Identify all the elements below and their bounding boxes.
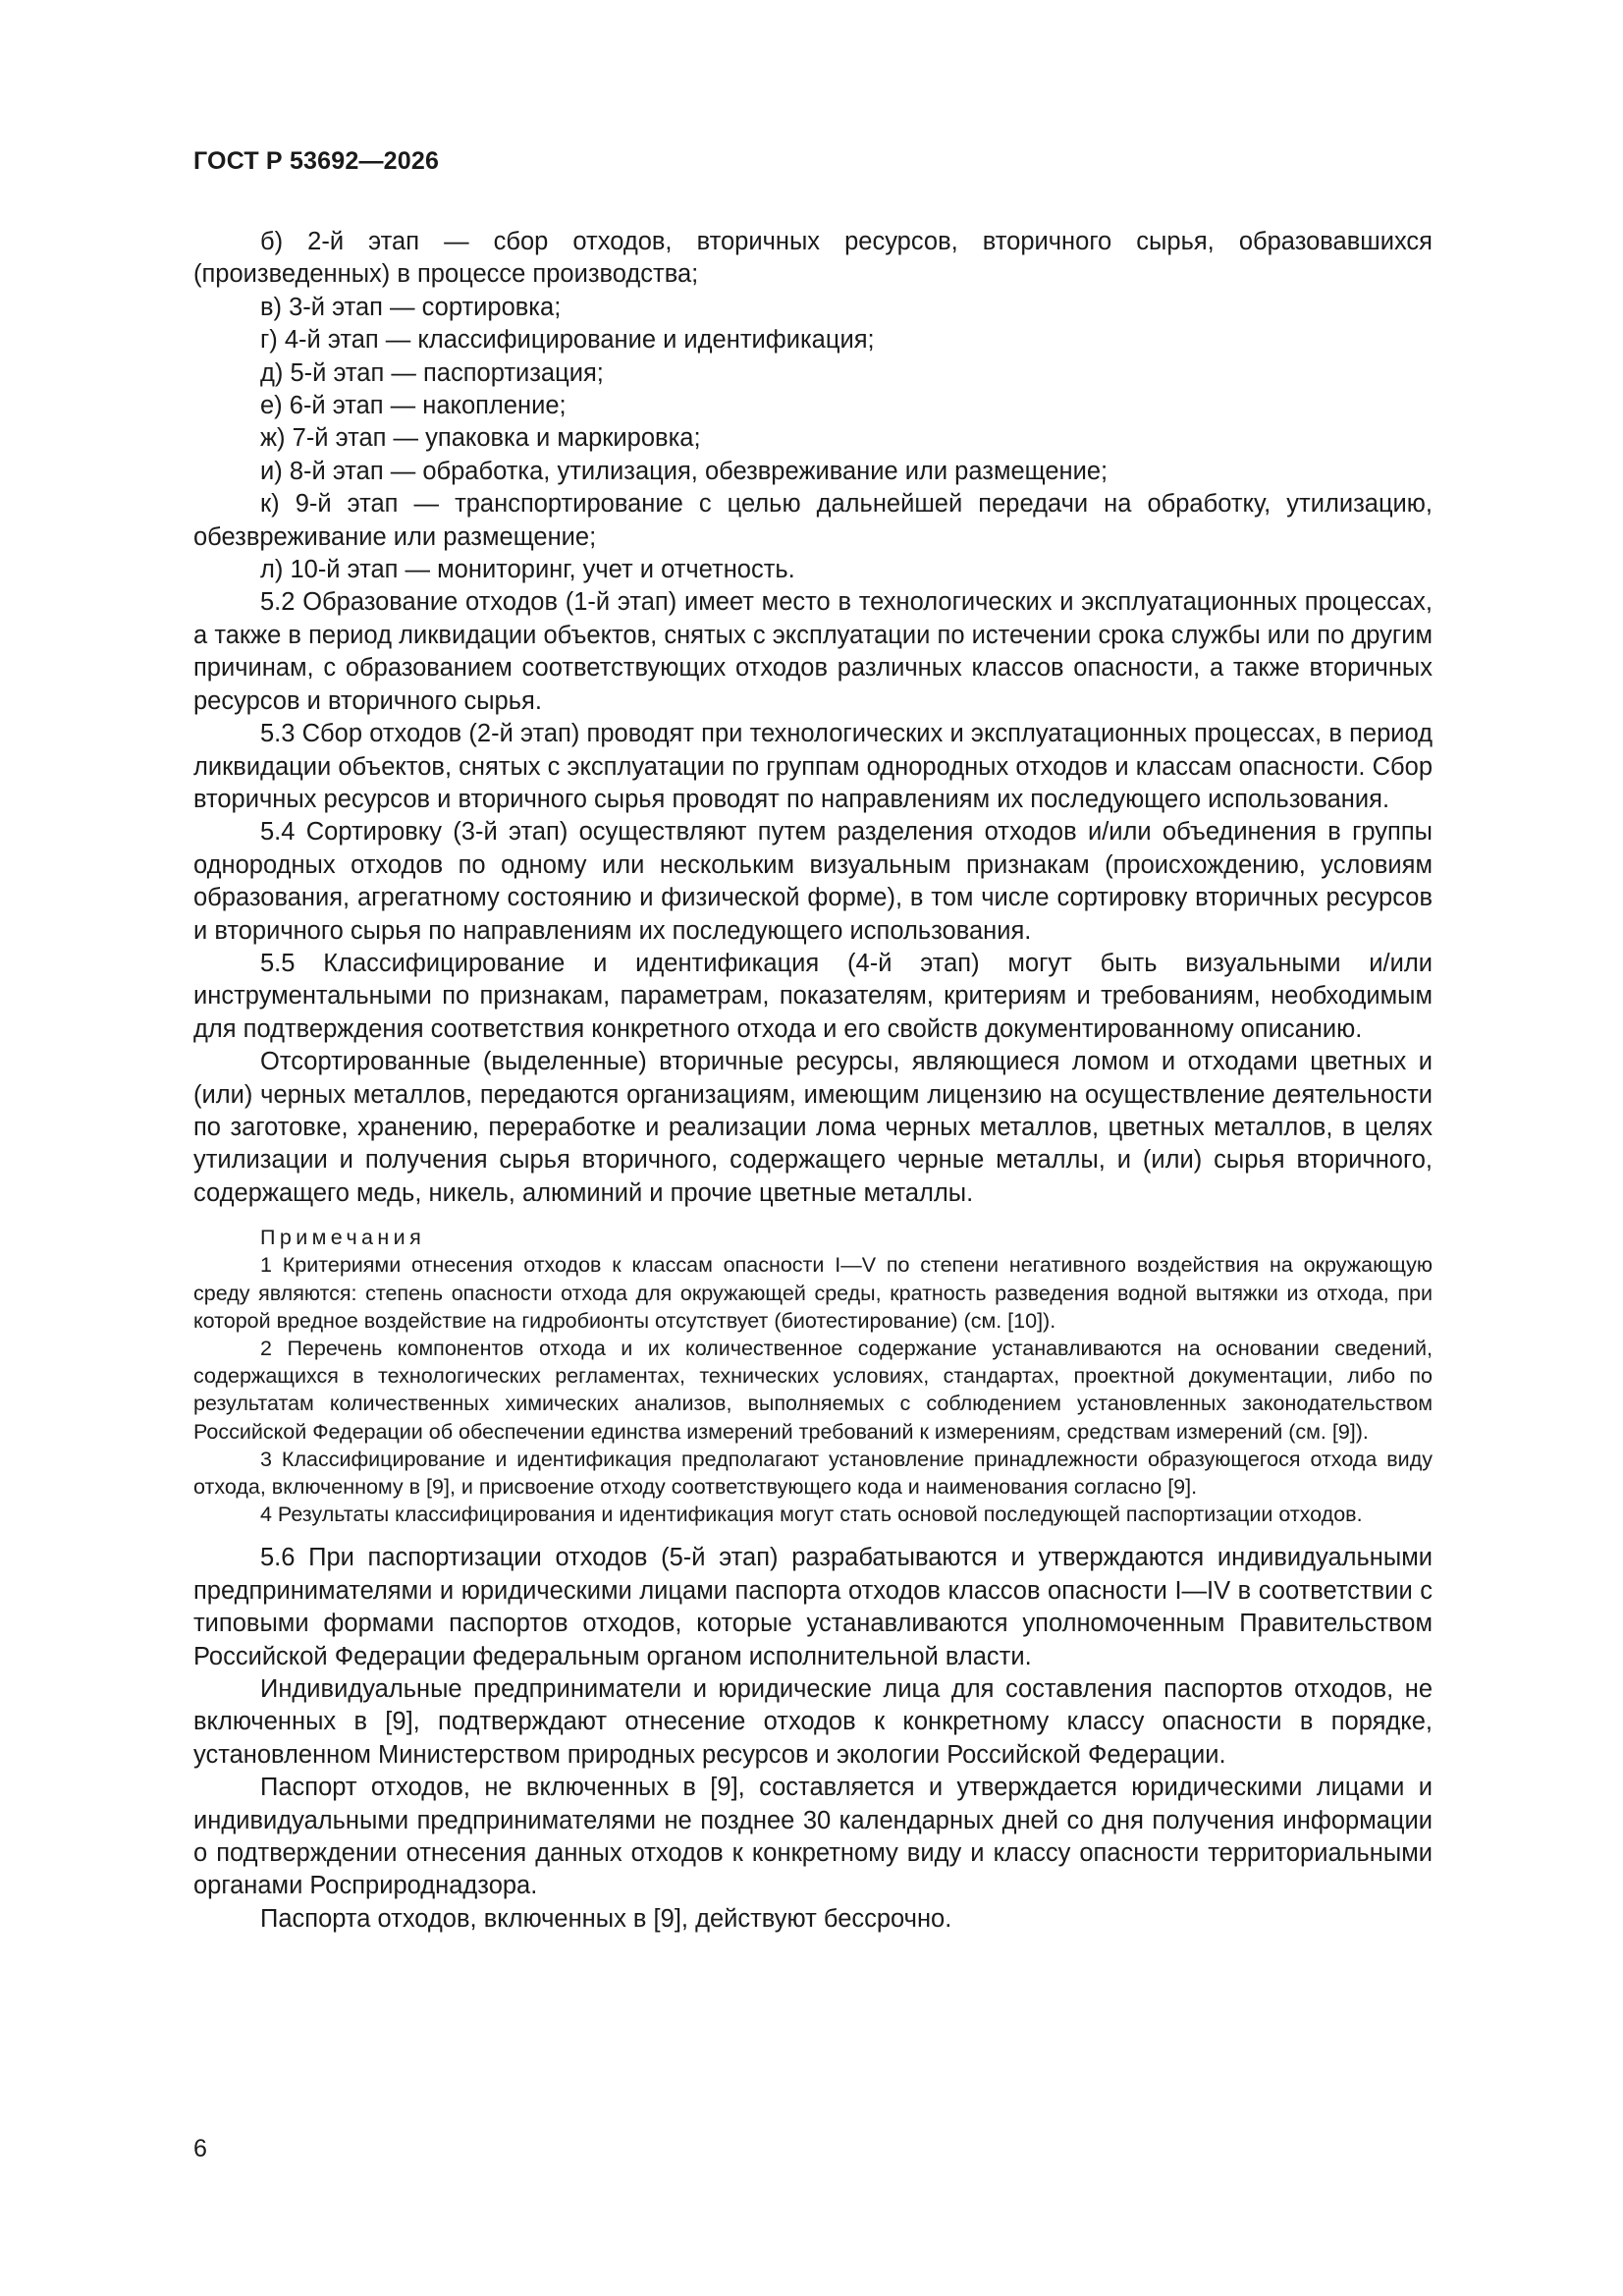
list-item-stage-3: в) 3-й этап — сортировка; [260,293,562,321]
list-item-stage-4: г) 4-й этап — классифицирование и идентификация; [260,326,875,355]
notes-block [193,1224,1433,1528]
paragraph-5-2: 5.2 Образование отходов (1-й этап) имеет место в технологических и эксплуатационных процессах, а также в период ликвидации объектов, снятых с эксплуатации по истечении срока службы или по другим причинам, с образованием соответствующих отходов различных классов опасности, а также вторичных ресурсов и вторичного сырья. [193,588,1433,715]
note-item-1: 1 Критериями отнесения отходов к классам опасности I—V по степени негативного воздействия на окружающую среду являются: степень опасности отхода для окружающей среды, кратность разведения водной вытяжки из отхода, при которой вредное воздействие на гидробионты отсутствует (биотестирование) (см. [10]). [193,1253,1433,1333]
paragraph-5-4: 5.4 Сортировку (3-й этап) осуществляют путем разделения отходов и/или объединения в группы однородных отходов по одному или нескольким визуальным признакам (происхождению, условиям образования, агрегатному состоянию и физической форме), в том числе сортировку вторичных ресурсов и вторичного сырья по направлениям их последующего использования. [193,818,1433,945]
note-item-2: 2 Перечень компонентов отхода и их количественное содержание устанавливаются на основании сведений, содержащихся в технологических регламентах, технических условиях, стандартах, проектной документации, либо по результатам количественных химических анализов, выполняемых с соблюдением установленных законодательством Российской Федерации об обеспечении единства измерений требований к измерениям, средствам измерений (см. [9]). [193,1337,1433,1444]
paragraph-5-3: 5.3 Сбор отходов (2-й этап) проводят при технологических и эксплуатационных процессах, в период ликвидации объектов, снятых с эксплуатации по группам однородных отходов и классам опасности. Сбор вторичных ресурсов и вторичного сырья проводят по направлениям их последующего использования. [193,720,1433,813]
paragraph-5-6: 5.6 При паспортизации отходов (5-й этап) разрабатываются и утверждаются индивидуальными предпринимателями и юридическими лицами паспорта отходов классов опасности I—IV в соответствии с типовыми формами паспортов отходов, которые устанавливаются уполномоченным Правительством Российской Федерации федеральным органом исполнительной власти. [193,1544,1433,1670]
list-item-stage-9: к) 9-й этап — транспортирование с целью дальнейшей передачи на обработку, утилизацию, обезвреживание или размещение; [193,490,1433,551]
note-item-4: 4 Результаты классифицирования и идентификация могут стать основой последующей паспортизации отходов. [260,1503,1363,1527]
list-item-stage-6: е) 6-й этап — накопление; [260,392,567,420]
paragraph-5-5: 5.5 Классифицирование и идентификация (4-й этап) могут быть визуальными и/или инструментальными по признакам, параметрам, показателям, критериям и требованиям, необходимым для подтверждения соответствия конкретного отхода и его свойств документированному описанию. [193,949,1433,1043]
list-item-stage-8: и) 8-й этап — обработка, утилизация, обезвреживание или размещение; [260,457,1109,485]
note-item-3: 3 Классифицирование и идентификация предполагают установление принадлежности образующегося отхода виду отхода, включенному в [9], и присвоение отходу соответствующего кода и наименования согласно [9]. [193,1447,1433,1500]
list-item-stage-10: л) 10-й этап — мониторинг, учет и отчетность. [260,556,795,584]
paragraph-5-6-passport: Паспорт отходов, не включенных в [9], составляется и утверждается юридическими лицами и индивидуальными предпринимателями не позднее 30 календарных дней со дня получения информации о подтверждении отнесения данных отходов к конкретному виду и классу опасности территориальными органами Росприроднадзора. [193,1774,1433,1900]
page-number: 6 [193,2135,207,2162]
list-item-stage-2: б) 2-й этап — сбор отходов, вторичных ресурсов, вторичного сырья, образовавшихся (произведенных) в процессе производства; [193,228,1433,289]
paragraph-5-6-validity: Паспорта отходов, включенных в [9], действуют бессрочно. [260,1904,952,1933]
document-body [193,226,1433,1936]
notes-title: Примечания [260,1226,426,1250]
paragraph-5-6-entrepreneurs: Индивидуальные предприниматели и юридические лица для составления паспортов отходов, не включенных в [9], подтверждают отнесение отходов к конкретному классу опасности в порядке, установленном Министерством природных ресурсов и экологии Российской Федерации. [193,1675,1433,1769]
paragraph-5-5-metals: Отсортированные (выделенные) вторичные ресурсы, являющиеся ломом и отходами цветных и (или) черных металлов, передаются организациям, имеющим лицензию на осуществление деятельности по заготовке, хранению, переработке и реализации лома черных металлов, цветных металлов, в целях утилизации и получения сырья вторичного, содержащего черные металлы, и (или) сырья вторичного, содержащего медь, никель, алюминий и прочие цветные металлы. [193,1048,1433,1207]
list-item-stage-5: д) 5-й этап — паспортизация; [260,358,604,387]
list-item-stage-7: ж) 7-й этап — упаковка и маркировка; [260,424,701,453]
document-code-header: ГОСТ Р 53692—2026 [193,147,440,175]
